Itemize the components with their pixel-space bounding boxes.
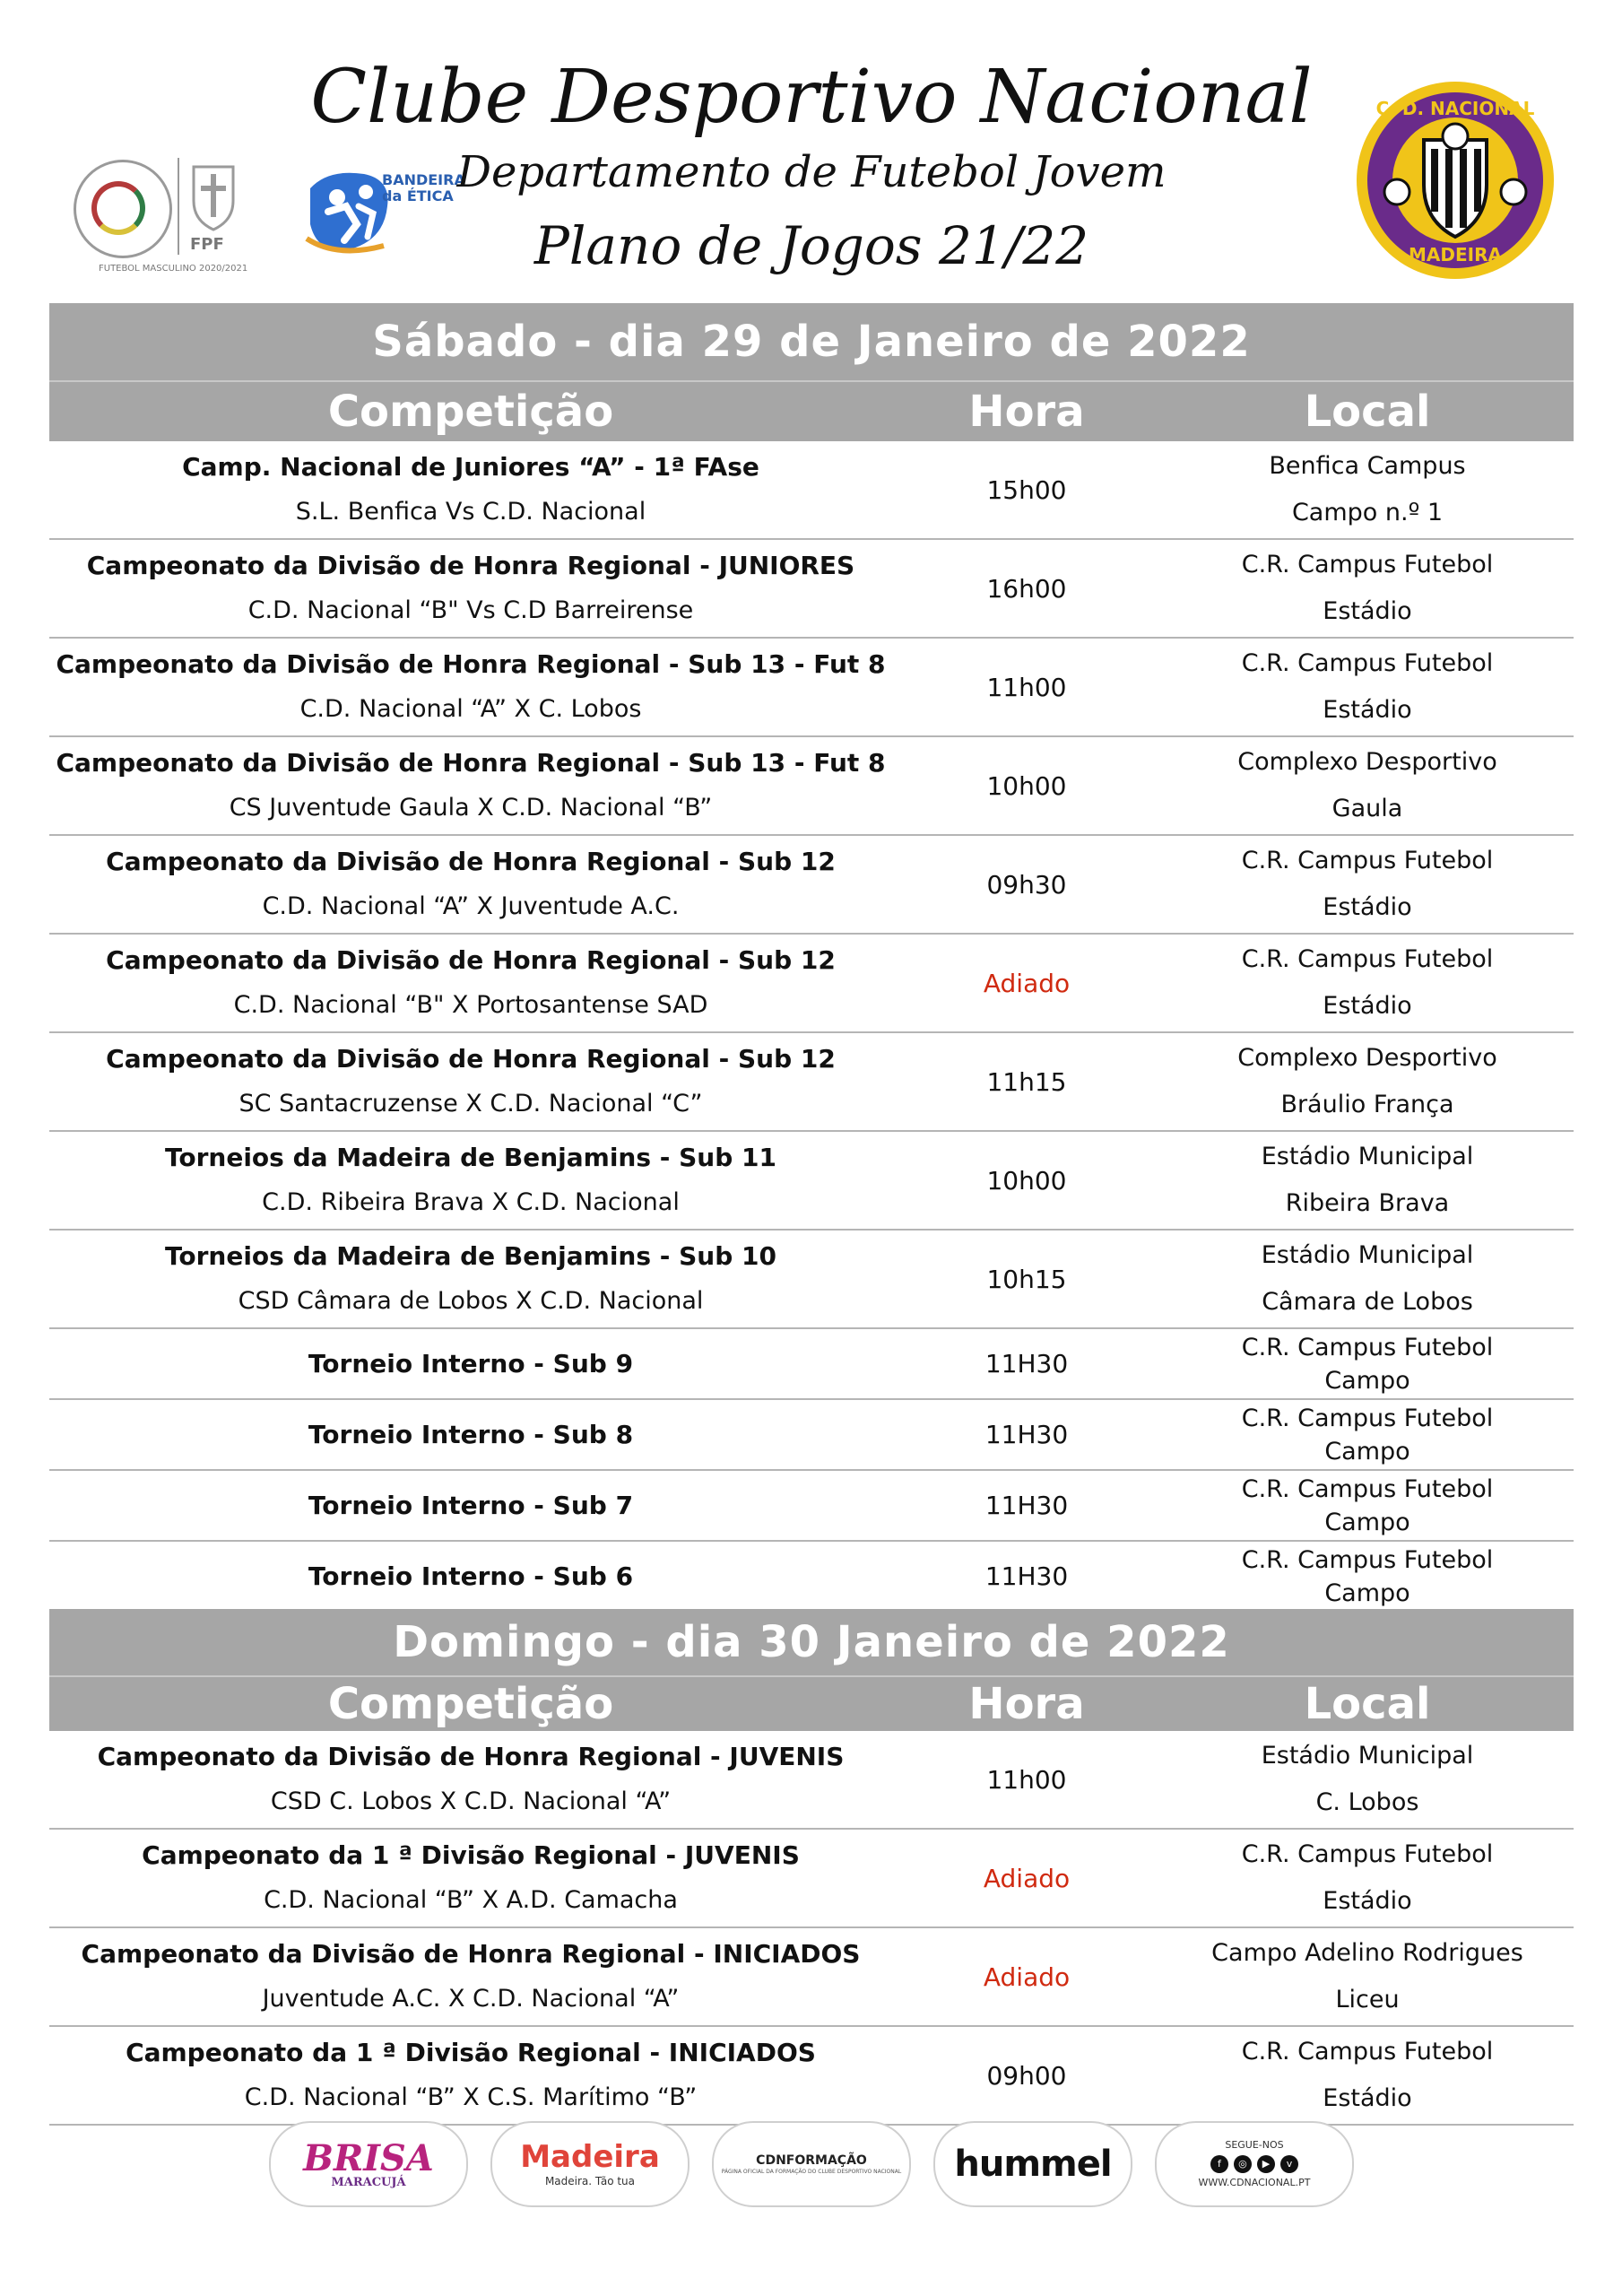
game-row xyxy=(49,1400,1574,1471)
venue-line: C.R. Campus Futebol xyxy=(1241,945,1494,973)
venue-line: C.R. Campus Futebol xyxy=(1241,1840,1494,1868)
venue-line: Campo xyxy=(1324,1578,1410,1607)
venue-line: Complexo Desportivo xyxy=(1237,748,1497,776)
competition-cell xyxy=(49,935,892,1031)
kickoff-time: 15h00 xyxy=(986,474,1067,505)
game-row xyxy=(49,1731,1574,1830)
competition-cell xyxy=(49,639,892,735)
header-competition: Competição xyxy=(327,387,614,437)
venue-cell xyxy=(1161,639,1574,735)
competition-name: Torneios da Madeira de Benjamins - Sub 11 xyxy=(164,1143,776,1172)
time-cell xyxy=(892,1329,1161,1398)
competition-name: Campeonato da 1 ª Divisão Regional - INICIADOS xyxy=(126,2038,816,2067)
venue-line: Estádio xyxy=(1323,696,1412,724)
venue-cell xyxy=(1161,1231,1574,1327)
venue-line: Gaula xyxy=(1331,795,1403,822)
venue-line: Estádio xyxy=(1323,893,1412,921)
venue-line: Estádio Municipal xyxy=(1261,1742,1474,1770)
youtube-icon[interactable]: ▶ xyxy=(1257,2155,1275,2173)
venue-line: Campo xyxy=(1324,1508,1410,1536)
competition-cell xyxy=(49,836,892,933)
kickoff-time: 09h00 xyxy=(986,2060,1067,2091)
kickoff-time: 11H30 xyxy=(984,1561,1069,1591)
venue-cell xyxy=(1161,1132,1574,1229)
game-row xyxy=(49,1830,1574,1928)
competition-name: Torneio Interno - Sub 8 xyxy=(308,1419,634,1449)
venue-cell xyxy=(1161,1400,1574,1469)
venue-line: Campo xyxy=(1324,1437,1410,1465)
game-row xyxy=(49,1033,1574,1132)
match-teams: C.D. Nacional “B" X Portosantense SAD xyxy=(233,991,708,1019)
game-row xyxy=(49,737,1574,836)
header-competition: Competição xyxy=(327,1679,614,1729)
sponsor-cdn-formacao[interactable] xyxy=(712,2121,911,2207)
venue-line: Estádio xyxy=(1323,1887,1412,1915)
saturday-section xyxy=(49,303,1574,1613)
cdn-formacao-logo xyxy=(722,2153,901,2175)
certification-ring-icon xyxy=(91,181,145,235)
venue-line: Estádio xyxy=(1323,597,1412,625)
competition-name: Campeonato da Divisão de Honra Regional - Sub 12 xyxy=(106,1044,836,1074)
venue-line: Estádio xyxy=(1323,992,1412,1020)
venue-line: C.R. Campus Futebol xyxy=(1241,1404,1494,1432)
competition-cell xyxy=(49,441,892,538)
match-teams: Juventude A.C. X C.D. Nacional “A” xyxy=(262,1985,680,2013)
venue-line: Ribeira Brava xyxy=(1285,1189,1450,1217)
competition-cell xyxy=(49,1400,892,1469)
competition-name: Torneio Interno - Sub 9 xyxy=(308,1348,634,1378)
game-row xyxy=(49,1928,1574,2027)
competition-name: Campeonato da Divisão de Honra Regional - JUVENIS xyxy=(97,1742,845,1771)
kickoff-time: 11H30 xyxy=(984,1420,1069,1449)
time-cell xyxy=(892,1231,1161,1327)
time-cell xyxy=(892,737,1161,834)
kickoff-time: 11h00 xyxy=(986,1764,1067,1795)
social-links xyxy=(1199,2139,1311,2190)
etica-line1: BANDEIRA xyxy=(382,171,465,188)
social-label: SEGUE-NOS xyxy=(1225,2138,1284,2151)
saturday-column-headers xyxy=(49,380,1574,441)
sponsors-bar xyxy=(260,2121,1363,2211)
competition-cell xyxy=(49,540,892,637)
competition-cell xyxy=(49,1329,892,1398)
game-row xyxy=(49,441,1574,540)
header-venue: Local xyxy=(1304,387,1431,437)
time-cell xyxy=(892,1400,1161,1469)
time-cell xyxy=(892,1542,1161,1611)
competition-name: Campeonato da Divisão de Honra Regional - JUNIORES xyxy=(86,551,855,580)
venue-cell xyxy=(1161,540,1574,637)
game-row xyxy=(49,540,1574,639)
competition-cell xyxy=(49,1830,892,1926)
brisa-sub: MARACUJÁ xyxy=(331,2175,406,2189)
kickoff-time: 10h15 xyxy=(986,1264,1067,1294)
fpf-certification-logo xyxy=(65,154,248,280)
game-row xyxy=(49,1471,1574,1542)
club-title: Clube Desportivo Nacional xyxy=(310,55,1313,140)
competition-cell xyxy=(49,1731,892,1828)
venue-cell xyxy=(1161,1928,1574,2025)
kickoff-time: 10h00 xyxy=(986,770,1067,801)
venue-line: C. Lobos xyxy=(1315,1788,1419,1816)
kickoff-time: 16h00 xyxy=(986,573,1067,604)
sunday-games-list xyxy=(49,1731,1574,2126)
crest-bottom-text: MADEIRA xyxy=(1409,244,1502,265)
competition-cell xyxy=(49,1928,892,2025)
match-teams: CS Juventude Gaula X C.D. Nacional “B” xyxy=(229,794,713,822)
madeira-sub: Madeira. Tão tua xyxy=(544,2175,636,2187)
hummel-logo: hummel xyxy=(954,2144,1112,2185)
plan-title: Plano de Jogos 21/22 xyxy=(533,214,1089,276)
competition-name: Campeonato da Divisão de Honra Regional - Sub 12 xyxy=(106,945,836,975)
time-cell xyxy=(892,2027,1161,2124)
time-cell xyxy=(892,836,1161,933)
time-cell xyxy=(892,1731,1161,1828)
game-row xyxy=(49,639,1574,737)
time-cell xyxy=(892,441,1161,538)
match-teams: C.D. Nacional “B" Vs C.D Barreirense xyxy=(247,596,694,624)
sponsor-madeira[interactable] xyxy=(490,2121,690,2207)
time-cell xyxy=(892,1033,1161,1130)
competition-name: Campeonato da Divisão de Honra Regional - Sub 13 - Fut 8 xyxy=(56,748,886,778)
competition-name: Torneio Interno - Sub 7 xyxy=(308,1490,634,1520)
fpf-crest-icon xyxy=(190,161,237,233)
time-cell xyxy=(892,935,1161,1031)
game-row xyxy=(49,935,1574,1033)
kickoff-time: 10h00 xyxy=(986,1165,1067,1196)
venue-cell xyxy=(1161,1542,1574,1611)
competition-name: Campeonato da Divisão de Honra Regional - INICIADOS xyxy=(81,1939,861,1969)
game-row xyxy=(49,1329,1574,1400)
time-cell xyxy=(892,1471,1161,1540)
cd-nacional-crest-icon xyxy=(1352,77,1558,283)
page-header xyxy=(0,0,1622,305)
match-teams: C.D. Ribeira Brava X C.D. Nacional xyxy=(262,1188,680,1216)
competition-name: Campeonato da Divisão de Honra Regional - Sub 12 xyxy=(106,847,836,876)
competition-name: Torneio Interno - Sub 6 xyxy=(308,1561,634,1591)
sunday-day-title: Domingo - dia 30 Janeiro de 2022 xyxy=(49,1609,1574,1675)
competition-cell xyxy=(49,2027,892,2124)
kickoff-time: 11H30 xyxy=(984,1491,1069,1520)
competition-cell xyxy=(49,1542,892,1611)
saturday-day-title: Sábado - dia 29 de Janeiro de 2022 xyxy=(49,303,1574,380)
venue-line: C.R. Campus Futebol xyxy=(1241,1333,1494,1361)
kickoff-time: 09h30 xyxy=(986,869,1067,900)
cdn-formacao-sub: PÁGINA OFICIAL DA FORMAÇÃO DO CLUBE DESPORTIVO NACIONAL xyxy=(721,2168,902,2175)
header-venue: Local xyxy=(1304,1679,1431,1729)
match-teams: CSD Câmara de Lobos X C.D. Nacional xyxy=(238,1287,704,1315)
competition-cell xyxy=(49,737,892,834)
venue-line: C.R. Campus Futebol xyxy=(1241,551,1494,578)
venue-cell xyxy=(1161,737,1574,834)
competition-cell xyxy=(49,1033,892,1130)
competition-name: Torneios da Madeira de Benjamins - Sub 10 xyxy=(164,1241,776,1271)
madeira-logo xyxy=(520,2139,660,2187)
competition-name: Campeonato da Divisão de Honra Regional - Sub 13 - Fut 8 xyxy=(56,649,886,679)
venue-line: C.R. Campus Futebol xyxy=(1241,1474,1494,1503)
logo-divider xyxy=(178,158,179,255)
venue-line: Campo xyxy=(1324,1366,1410,1395)
game-row xyxy=(49,2027,1574,2126)
venue-line: C.R. Campus Futebol xyxy=(1241,1545,1494,1574)
venue-line: Campo Adelino Rodrigues xyxy=(1211,1939,1523,1967)
venue-cell xyxy=(1161,1830,1574,1926)
venue-cell xyxy=(1161,1731,1574,1828)
facebook-icon[interactable]: f xyxy=(1210,2155,1228,2173)
kickoff-time: 11H30 xyxy=(984,1349,1069,1378)
title-block xyxy=(296,54,1327,278)
venue-line: C.R. Campus Futebol xyxy=(1241,2038,1494,2066)
venue-line: Câmara de Lobos xyxy=(1262,1288,1473,1316)
postponed-status: Adiado xyxy=(983,968,1071,998)
venue-cell xyxy=(1161,2027,1574,2124)
social-icons xyxy=(1199,2155,1311,2173)
match-teams: SC Santacruzense X C.D. Nacional “C” xyxy=(239,1090,703,1118)
time-cell xyxy=(892,540,1161,637)
match-teams: S.L. Benfica Vs C.D. Nacional xyxy=(295,498,646,526)
etica-line2: da ÉTICA xyxy=(382,187,454,205)
sponsor-hummel[interactable] xyxy=(933,2121,1132,2207)
madeira-name: Madeira xyxy=(520,2139,660,2175)
venue-line: Estádio xyxy=(1323,2084,1412,2112)
venue-line: C.R. Campus Futebol xyxy=(1241,847,1494,874)
brisa-logo xyxy=(303,2136,434,2189)
header-time: Hora xyxy=(968,387,1085,437)
instagram-icon[interactable]: ◎ xyxy=(1234,2155,1252,2173)
venue-cell xyxy=(1161,935,1574,1031)
crest-top-text: C. D. NACIONAL xyxy=(1375,98,1535,119)
match-teams: C.D. Nacional “B” X A.D. Camacha xyxy=(264,1886,678,1914)
certification-caption: FUTEBOL MASCULINO 2020/2021 xyxy=(99,264,248,274)
game-row xyxy=(49,1542,1574,1613)
venue-line: Estádio Municipal xyxy=(1261,1241,1474,1269)
sponsor-brisa[interactable] xyxy=(269,2121,468,2207)
venue-cell xyxy=(1161,836,1574,933)
venue-cell xyxy=(1161,1471,1574,1540)
venue-line: Campo n.º 1 xyxy=(1291,499,1444,526)
venue-cell xyxy=(1161,1033,1574,1130)
venue-line: Benfica Campus xyxy=(1269,452,1466,480)
brisa-name: BRISA xyxy=(303,2136,434,2179)
postponed-status: Adiado xyxy=(983,1863,1071,1893)
match-teams: C.D. Nacional “B” X C.S. Marítimo “B” xyxy=(244,2083,698,2111)
competition-cell xyxy=(49,1231,892,1327)
competition-cell xyxy=(49,1471,892,1540)
match-teams: C.D. Nacional “A” X C. Lobos xyxy=(299,695,642,723)
game-row xyxy=(49,1231,1574,1329)
saturday-games-list xyxy=(49,441,1574,1613)
time-cell xyxy=(892,1928,1161,2025)
kickoff-time: 11h00 xyxy=(986,672,1067,702)
time-cell xyxy=(892,1132,1161,1229)
match-teams: CSD C. Lobos X C.D. Nacional “A” xyxy=(270,1787,672,1815)
game-row xyxy=(49,1132,1574,1231)
venue-line: C.R. Campus Futebol xyxy=(1241,649,1494,677)
department-title: Departamento de Futebol Jovem xyxy=(456,147,1167,198)
sponsor-social[interactable] xyxy=(1155,2121,1354,2207)
competition-name: Camp. Nacional de Juniores “A” - 1ª FAse xyxy=(182,452,759,482)
postponed-status: Adiado xyxy=(983,1961,1071,1992)
sunday-section xyxy=(49,1609,1574,2126)
header-time: Hora xyxy=(968,1679,1085,1729)
game-row xyxy=(49,836,1574,935)
kickoff-time: 11h15 xyxy=(986,1066,1067,1097)
vimeo-icon[interactable]: v xyxy=(1280,2155,1298,2173)
competition-name: Campeonato da 1 ª Divisão Regional - JUVENIS xyxy=(142,1840,800,1870)
time-cell xyxy=(892,639,1161,735)
venue-line: Bráulio França xyxy=(1280,1091,1454,1118)
venue-line: Complexo Desportivo xyxy=(1237,1044,1497,1072)
time-cell xyxy=(892,1830,1161,1926)
social-url[interactable]: WWW.CDNACIONAL.PT xyxy=(1198,2177,1311,2188)
venue-cell xyxy=(1161,1329,1574,1398)
venue-line: Estádio Municipal xyxy=(1261,1143,1474,1170)
fpf-label: FPF xyxy=(190,235,224,254)
match-teams: C.D. Nacional “A” X Juventude A.C. xyxy=(262,892,680,920)
sunday-column-headers xyxy=(49,1675,1574,1731)
venue-line: Liceu xyxy=(1335,1986,1400,2013)
cdn-formacao-name: CDNFORMAÇÃO xyxy=(756,2153,867,2168)
competition-cell xyxy=(49,1132,892,1229)
venue-cell xyxy=(1161,441,1574,538)
